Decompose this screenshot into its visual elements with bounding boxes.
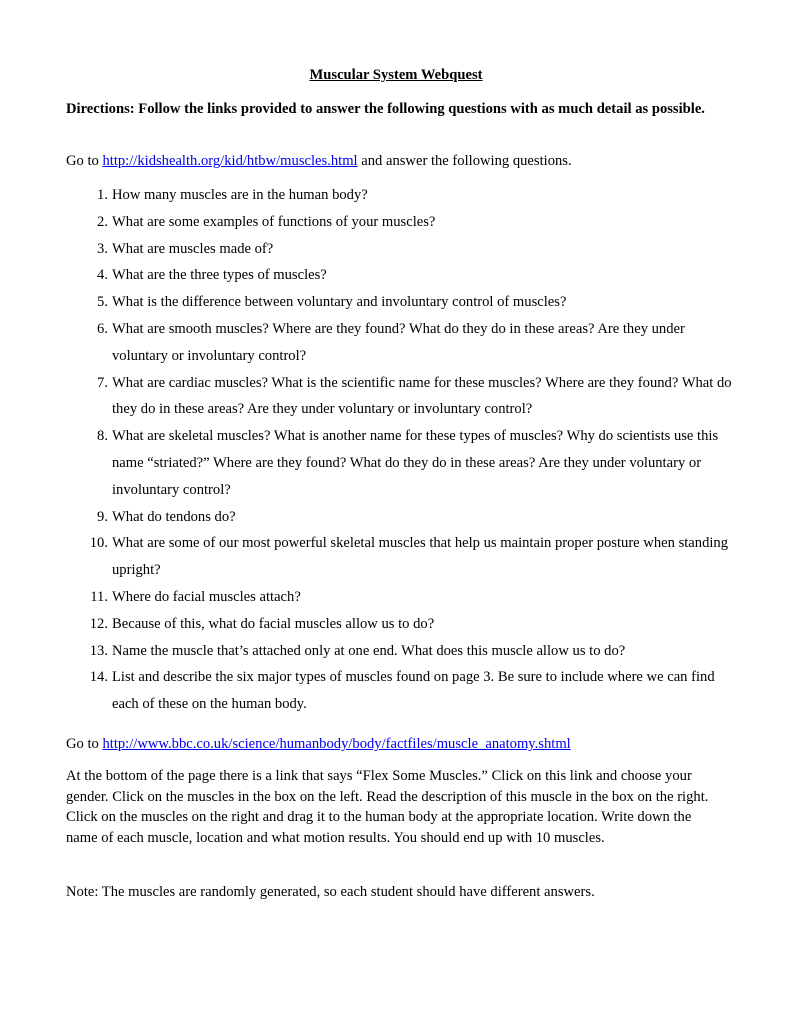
bbc-link[interactable]: http://www.bbc.co.uk/science/humanbody/body/factfiles/muscle_anatomy.shtml — [102, 736, 571, 752]
goto-section-1 — [66, 151, 572, 171]
question-item — [66, 182, 738, 209]
question-text: Because of this, what do facial muscles allow us to do? — [112, 615, 435, 632]
note-paragraph: Note: The muscles are randomly generated, so each student should have different answers. — [66, 884, 595, 900]
question-item — [66, 289, 738, 316]
question-text: What do tendons do? — [112, 508, 236, 525]
question-number: 3. — [97, 240, 108, 257]
question-text: Name the muscle that’s attached only at one end. What does this muscle allow us to do? — [112, 642, 626, 659]
question-number: 10. — [89, 535, 108, 552]
question-text: What are cardiac muscles? What is the scientific name for these muscles? Where are they found? What do they do in these areas? Are they under voluntary or involuntary control? — [112, 374, 732, 418]
question-number: 8. — [97, 428, 108, 445]
question-number: 11. — [90, 588, 108, 605]
question-number: 7. — [97, 374, 108, 391]
question-text: What are the three types of muscles? — [112, 267, 327, 284]
question-number: 4. — [97, 267, 108, 284]
question-text: What are muscles made of? — [112, 240, 274, 257]
question-text: What are skeletal muscles? What is another name for these types of muscles? Why do scientists use this name “striated?” Where are they found? What do they do in these areas? Are they under voluntary or involuntary control? — [112, 428, 719, 498]
question-item — [66, 423, 738, 503]
question-text: What are smooth muscles? Where are they found? What do they do in these areas? Are they under voluntary or involuntary control? — [112, 320, 685, 364]
question-number: 2. — [97, 213, 108, 230]
question-item — [66, 262, 738, 289]
question-item — [66, 316, 738, 370]
question-text: What are some examples of functions of your muscles? — [112, 213, 436, 230]
question-number: 12. — [89, 615, 108, 632]
document-title: Muscular System Webquest — [309, 67, 483, 83]
instructions-paragraph: At the bottom of the page there is a link that says “Flex Some Muscles.” Click on this link and choose your gender. Click on the muscles in the box on the left. Read the description of this muscle in the box on the right. Click on the muscles on the right and drag it to the human body at the appropriate location. Write down the name of each muscle, location and what motion results. You should end up with 10 muscles. — [66, 768, 709, 846]
question-list — [66, 182, 738, 718]
goto-suffix-1: and answer the following questions. — [357, 153, 572, 169]
question-number: 6. — [97, 320, 108, 337]
question-item — [66, 370, 738, 424]
question-item — [66, 530, 738, 584]
question-number: 9. — [97, 508, 108, 525]
question-item — [66, 209, 738, 236]
question-text: List and describe the six major types of muscles found on page 3. Be sure to include where we can find each of these on the human body. — [112, 669, 715, 713]
question-text: Where do facial muscles attach? — [112, 588, 301, 605]
question-item — [66, 664, 738, 718]
directions-text: Directions: Follow the links provided to answer the following questions with as much detail as possible. — [66, 101, 705, 117]
question-number: 5. — [97, 294, 108, 311]
question-item — [66, 504, 738, 531]
question-text: What is the difference between voluntary and involuntary control of muscles? — [112, 294, 567, 311]
question-number: 13. — [89, 642, 108, 659]
question-number: 1. — [97, 187, 108, 203]
question-item — [66, 638, 738, 665]
question-item — [66, 611, 738, 638]
goto-prefix-1: Go to — [66, 153, 103, 169]
kidshealth-link[interactable]: http://kidshealth.org/kid/htbw/muscles.html — [102, 153, 358, 169]
goto-section-2 — [66, 734, 571, 754]
question-item — [66, 236, 738, 263]
goto-prefix-2: Go to — [66, 736, 103, 752]
question-text: What are some of our most powerful skeletal muscles that help us maintain proper posture when standing upright? — [112, 535, 729, 579]
question-text: How many muscles are in the human body? — [112, 187, 368, 203]
question-number: 14. — [89, 669, 108, 686]
question-item — [66, 584, 738, 611]
